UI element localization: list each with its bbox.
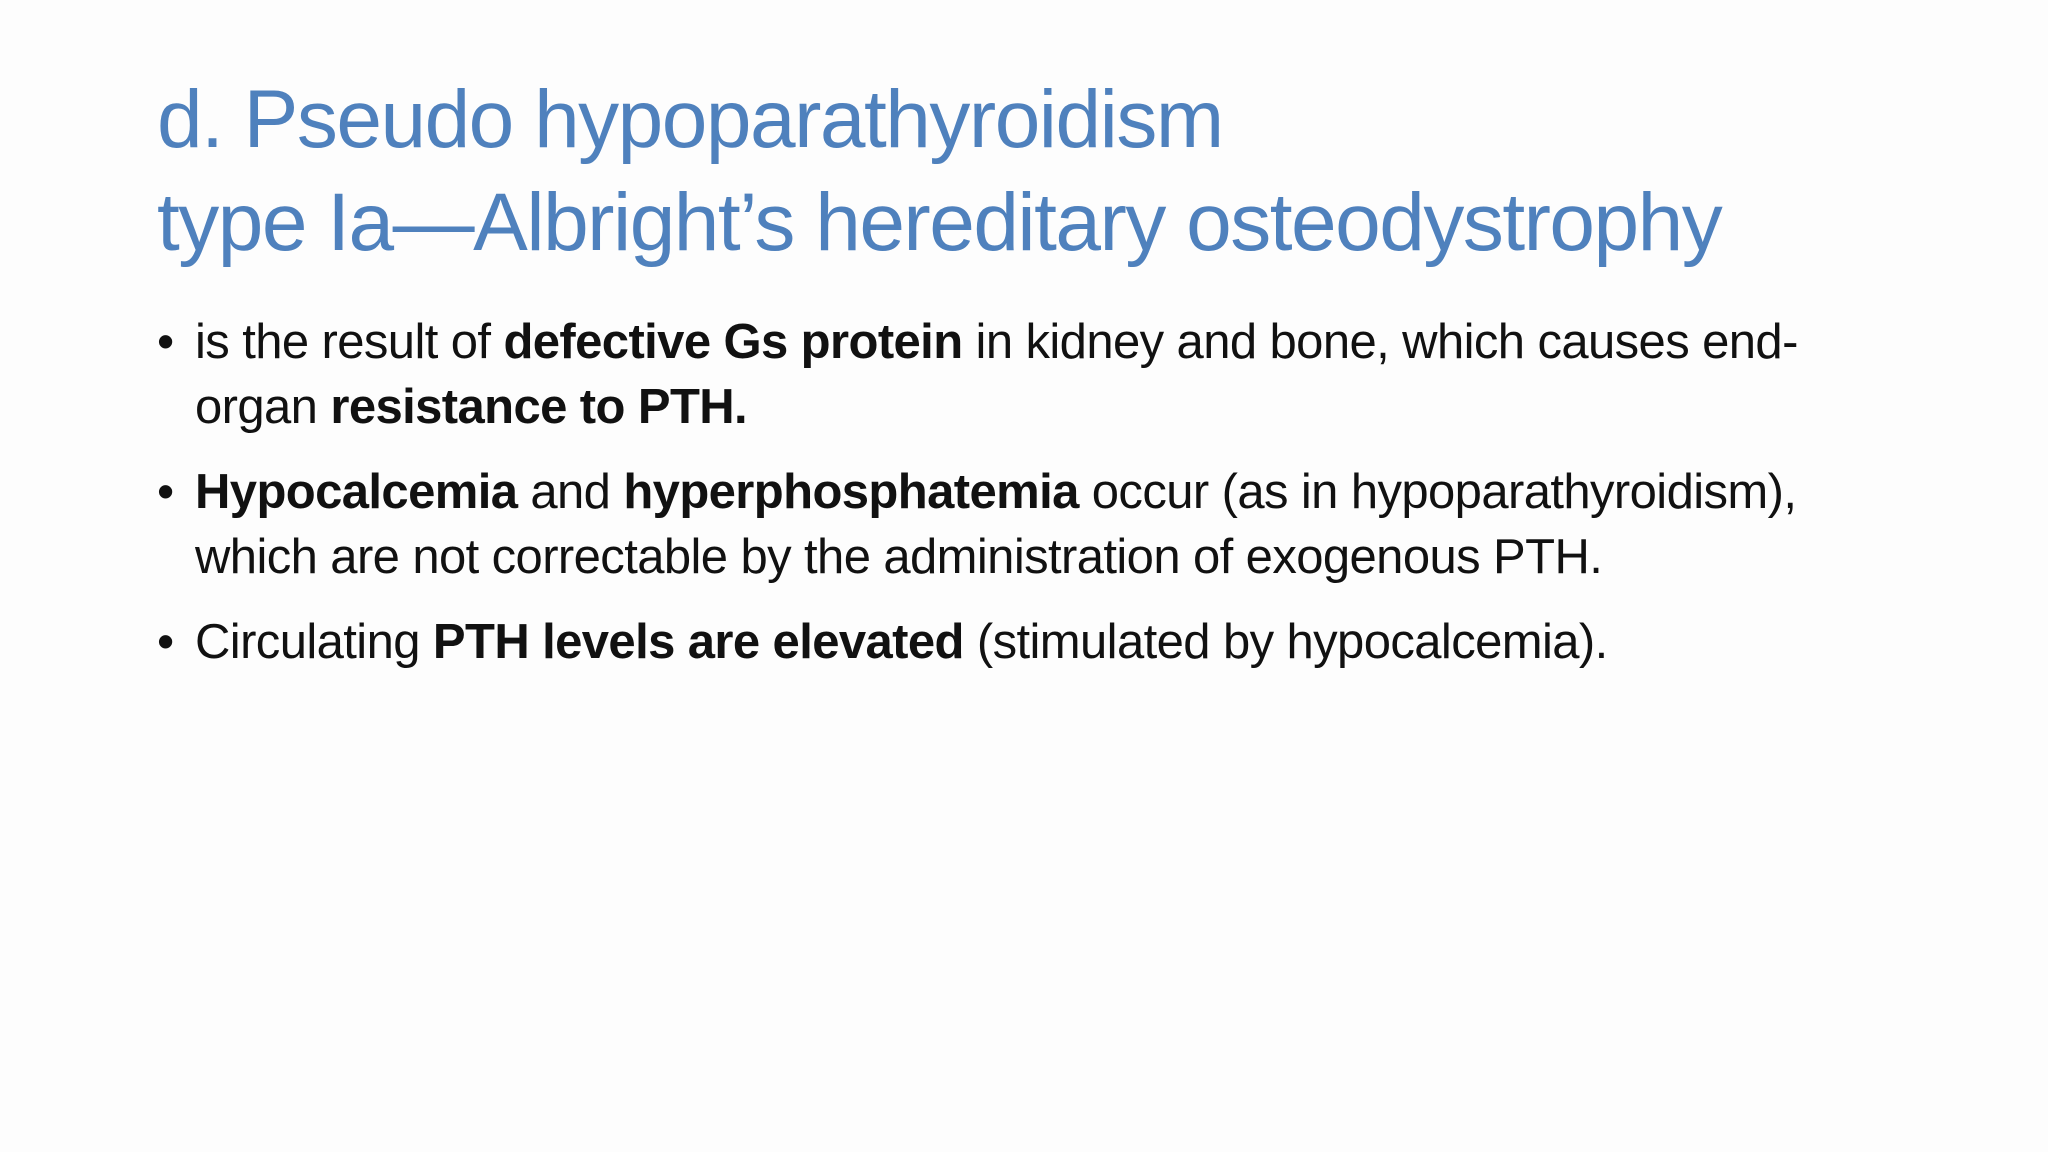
bullet-bold-text: hyperphosphatemia: [623, 465, 1079, 519]
bullet-dot-icon: •: [157, 465, 174, 519]
bullet-item: [157, 460, 1917, 590]
bullet-list: [157, 310, 1917, 695]
bullet-text: is the result of: [195, 315, 504, 369]
bullet-bold-text: resistance to PTH.: [330, 380, 748, 434]
bullet-dot-icon: •: [157, 315, 174, 369]
bullet-item: [157, 310, 1917, 440]
bullet-text: in kidney and bone, which causes end-organ: [195, 315, 1798, 434]
title-line-2: type Ia—Albright’s hereditary osteodystrophy: [157, 177, 1722, 268]
bullet-bold-text: Hypocalcemia: [195, 465, 518, 519]
bullet-dot-icon: •: [157, 615, 174, 669]
bullet-text: Circulating: [195, 615, 433, 669]
slide-title: [157, 68, 1977, 274]
title-line-1: d. Pseudo hypoparathyroidism: [157, 74, 1223, 165]
bullet-bold-text: PTH levels are elevated: [432, 615, 964, 669]
bullet-text: (stimulated by hypocalcemia).: [963, 615, 1608, 669]
bullet-item: [157, 610, 1917, 675]
bullet-text: and: [517, 465, 624, 519]
bullet-bold-text: defective Gs protein: [503, 315, 963, 369]
bullet-text: occur (as in hypoparathyroidism), which are not correctable by the administration of exogenous PTH.: [195, 465, 1797, 584]
